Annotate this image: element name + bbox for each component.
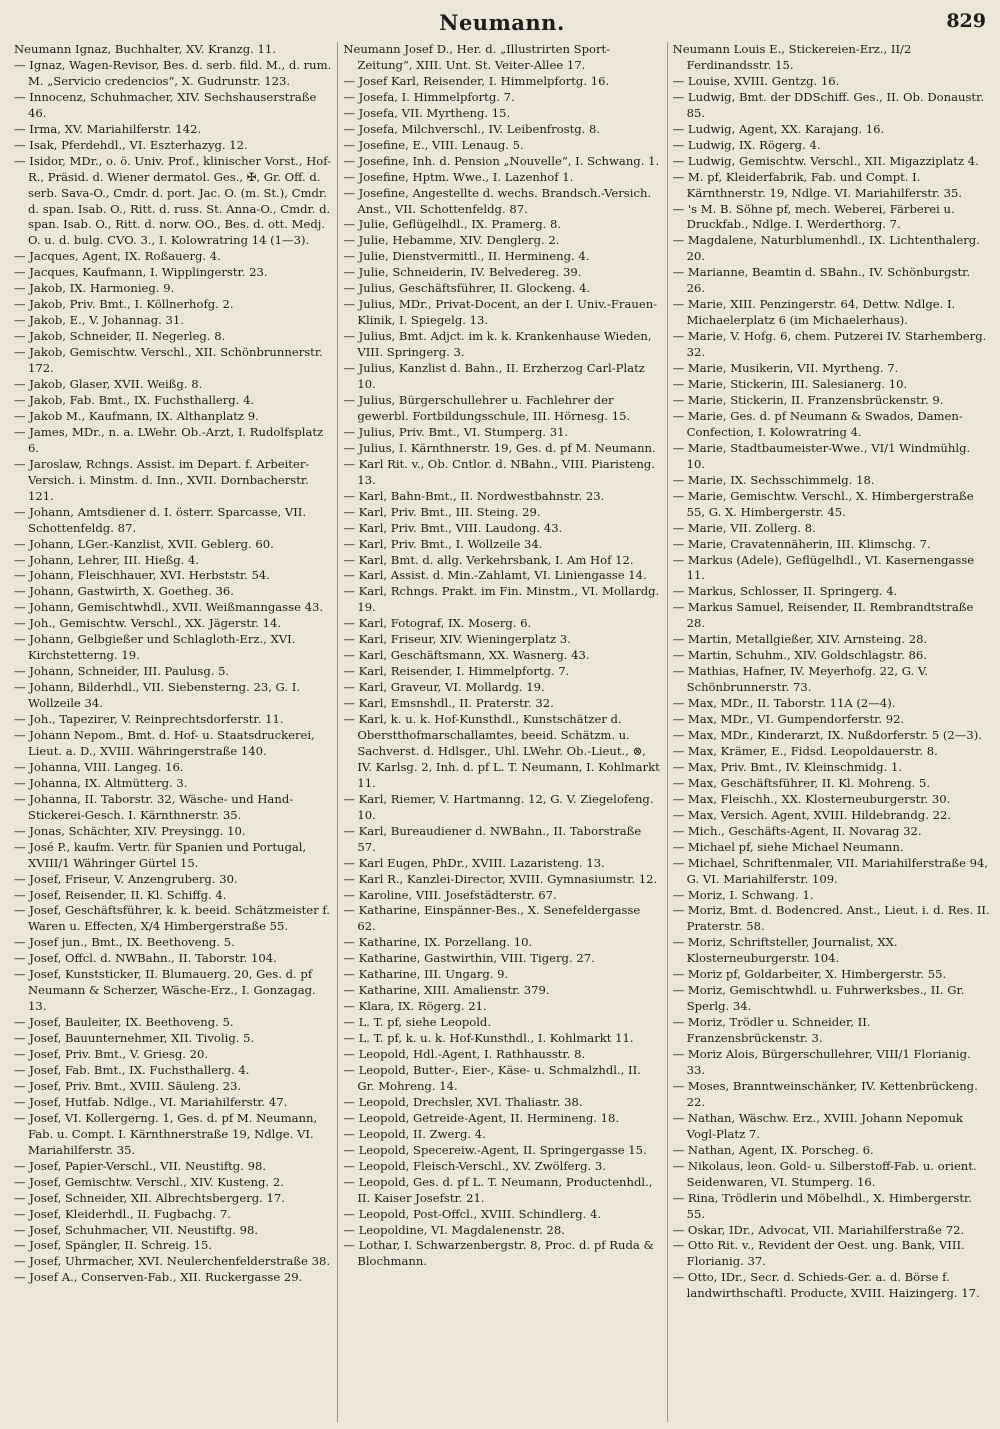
- directory-entry: — Jakob, Priv. Bmt., I. Köllnerhofg. 2.: [14, 297, 234, 312]
- directory-entry: — Josef, Geschäftsführer, k. k. beeid. Schätzmeister f. Waren u. Effecten, X/4 Himbergerstraße 55.: [14, 903, 330, 934]
- directory-entry: — Karl, Reisender, I. Himmelpfortg. 7.: [343, 664, 570, 679]
- directory-entry: — Karl, Geschäftsmann, XX. Wasnerg. 43.: [343, 648, 590, 663]
- directory-entry: — Marie, Gemischtw. Verschl., X. Himbergerstraße 55, G. X. Himbergerstr. 45.: [672, 488, 974, 519]
- directory-entry: — Josefine, E., VIII. Lenaug. 5.: [343, 137, 524, 152]
- directory-entry: — Karl, k. u. k. Hof-Kunsthdl., Kunstschätzer d. Oberstthofmarschallamtes, beeid. Schätzm. u. Sachverst. d. Hdlsger., Uhl. LWehr. Ob.-Lieut., ⊗, IV. Karlsg. 2, Inh. d. pf L. T. Neumann, I. Kohlmarkt 11.: [343, 712, 660, 790]
- directory-entry: — Moses, Branntweinschänker, IV. Kettenbrückeng. 22.: [672, 1078, 978, 1109]
- directory-entry: — Jakob M., Kaufmann, IX. Althanplatz 9.: [14, 408, 259, 423]
- directory-entry: — Moriz, Bmt. d. Bodencred. Anst., Lieut. i. d. Res. II. Praterstr. 58.: [672, 903, 990, 934]
- directory-entry: — 's M. B. Söhne pf, mech. Weberei, Färberei u. Druckfab., Ndlge. I. Werderthorg. 7.: [672, 201, 955, 232]
- directory-entry: — Josef, Schneider, XII. Albrechtsbergerg. 17.: [14, 1190, 285, 1205]
- directory-entry: — Ignaz, Wagen-Revisor, Bes. d. serb. fild. M., d. rum. M. „Servicio credencios“, X. Gudrunstr. 123.: [14, 57, 332, 88]
- directory-entry: — Markus (Adele), Geflügelhdl., VI. Kasernengasse 11.: [672, 552, 975, 583]
- directory-entry: — Marie, Stickerin, III. Salesianerg. 10.: [672, 377, 908, 392]
- directory-entry: — Markus, Schlosser, II. Springerg. 4.: [672, 584, 898, 599]
- directory-entry: — Katharine, XIII. Amalienstr. 379.: [343, 983, 550, 998]
- directory-entry: — Marie, V. Hofg. 6, chem. Putzerei IV. Starhemberg. 32.: [672, 329, 987, 360]
- directory-entry: — Julius, Kanzlist d. Bahn., II. Erzherzog Carl-Platz 10.: [343, 361, 645, 392]
- directory-entry: — Johann, Schneider, III. Paulusg. 5.: [14, 664, 230, 679]
- directory-entry: — Josef, Gemischtw. Verschl., XIV. Kusteng. 2.: [14, 1174, 284, 1189]
- directory-entry: — Jacques, Kaufmann, I. Wipplingerstr. 23.: [14, 265, 268, 280]
- directory-entry: — Josef, Bauunternehmer, XII. Tivolig. 5.: [14, 1031, 255, 1046]
- directory-entry: — Julius, MDr., Privat-Docent, an der I. Univ.-Frauen-Klinik, I. Spiegelg. 13.: [343, 297, 658, 328]
- directory-entry: — Moriz, Gemischtwhdl. u. Fuhrwerksbes., II. Gr. Sperlg. 34.: [672, 983, 965, 1014]
- directory-entry: — Josef, Friseur, V. Anzengruberg. 30.: [14, 871, 238, 886]
- directory-entry: — Marie, XIII. Penzingerstr. 64, Dettw. Ndlge. I. Michaelerplatz 6 (im Michaelerhaus).: [672, 297, 956, 328]
- directory-entry: — Jacques, Agent, IX. Roßauerg. 4.: [14, 249, 221, 264]
- directory-entry: — Josef, Uhrmacher, XVI. Neulerchenfelderstraße 38.: [14, 1254, 331, 1269]
- directory-entry: — Leopoldine, VI. Magdalenenstr. 28.: [343, 1222, 565, 1237]
- directory-entry: — Josef, Papier-Verschl., VII. Neustiftg. 98.: [14, 1158, 267, 1173]
- directory-entry: — Karl, Bahn-Bmt., II. Nordwestbahnstr. 23.: [343, 488, 605, 503]
- column-right: [667, 42, 990, 1422]
- column-lead-entry: Neumann Josef D., Her. d. „Illustrirten Sport-Zeitung“, XIII. Unt. St. Veiter-Allee 17.: [343, 42, 611, 72]
- directory-entry: — Max, Priv. Bmt., IV. Kleinschmidg. 1.: [672, 759, 903, 774]
- directory-entry: — Julius, Geschäftsführer, II. Glockeng. 4.: [343, 281, 591, 296]
- directory-entry: — Joh., Tapezirer, V. Reinprechtsdorferstr. 11.: [14, 712, 284, 727]
- directory-entry: — Leopold, Butter-, Eier-, Käse- u. Schmalzhdl., II. Gr. Mohreng. 14.: [343, 1063, 641, 1093]
- directory-entry: — Karl Eugen, PhDr., XVIII. Lazaristeng. 13.: [343, 855, 605, 870]
- directory-entry: — Johann, LGer.-Kanzlist, XVII. Geblerg. 60.: [14, 536, 274, 551]
- directory-entry: — Josef A., Conserven-Fab., XII. Ruckergasse 29.: [14, 1270, 303, 1285]
- directory-entry: — L. T. pf, siehe Leopold.: [343, 1015, 492, 1030]
- directory-entry: — Julius, I. Kärnthnerstr. 19, Ges. d. pf M. Neumann.: [343, 440, 656, 455]
- directory-entry: — Karl Rit. v., Ob. Cntlor. d. NBahn., VIII. Piaristeng. 13.: [343, 456, 655, 487]
- directory-entry: — Jakob, Glaser, XVII. Weißg. 8.: [14, 377, 203, 392]
- directory-entry: — Johann, Amtsdiener d. I. österr. Sparcasse, VII. Schottenfeldg. 87.: [14, 504, 307, 535]
- directory-entry: — Moriz, I. Schwang. 1.: [672, 887, 814, 902]
- page-number: 829: [946, 10, 986, 32]
- directory-entry: — Ludwig, IX. Rögerg. 4.: [672, 137, 821, 152]
- directory-entry: — Josefa, Milchverschl., IV. Leibenfrostg. 8.: [343, 121, 601, 136]
- directory-entry: — Karl, Bmt. d. allg. Verkehrsbank, I. Am Hof 12.: [343, 552, 634, 567]
- directory-entry: — Ludwig, Gemischtw. Verschl., XII. Migazziplatz 4.: [672, 153, 979, 168]
- directory-entry: — Isidor, MDr., o. ö. Univ. Prof., klinischer Vorst., Hof-R., Präsid. d. Wiener dermatol. Ges., ✠, Gr. Off. d. serb. Sava-O., Cmdr. d. port. Jac. O. (m. St.), Cmdr. d. span. Isab. O., Ritt. d. russ. St. Anna-O., Cmdr. d. span. Isab. O., Ritt. d. norw. OO., Bes. d. ott. Medj. O. u. d. bulg. CVO. 3., I. Kolowratring 14 (1—3).: [14, 153, 332, 248]
- directory-entry: — Karl, Bureaudiener d. NWBahn., II. Taborstraße 57.: [343, 823, 642, 854]
- directory-entry: — Karl, Rchngs. Prakt. im Fin. Minstm., VI. Mollardg. 19.: [343, 584, 660, 615]
- directory-entry: — Marie, IX. Sechsschimmelg. 18.: [672, 472, 875, 487]
- directory-entry: — Leopold, Drechsler, XVI. Thaliastr. 38.: [343, 1094, 583, 1109]
- directory-entry: — Katharine, Einspänner-Bes., X. Senefeldergasse 62.: [343, 903, 641, 934]
- directory-entry: — Josefa, I. Himmelpfortg. 7.: [343, 89, 515, 104]
- entry-columns: [14, 42, 990, 1422]
- directory-entry: — Moriz, Trödler u. Schneider, II. Franzensbrückenstr. 3.: [672, 1015, 871, 1046]
- directory-entry: — Josef, Kleiderhdl., II. Fugbachg. 7.: [14, 1206, 231, 1221]
- directory-entry: — Jakob, Schneider, II. Negerleg. 8.: [14, 329, 226, 344]
- directory-entry: — Johann Nepom., Bmt. d. Hof- u. Staatsdruckerei, Lieut. a. D., XVIII. Währingerstraße 140.: [14, 727, 315, 758]
- directory-entry: — Marie, Cravatennäherin, III. Klimschg. 7.: [672, 536, 931, 551]
- directory-entry: — Julius, Priv. Bmt., VI. Stumperg. 31.: [343, 424, 569, 439]
- directory-entry: — L. T. pf, k. u. k. Hof-Kunsthdl., I. Kohlmarkt 11.: [343, 1031, 634, 1046]
- directory-entry: — Josef, Priv. Bmt., XVIII. Säuleng. 23.: [14, 1078, 242, 1093]
- directory-entry: — Karl R., Kanzlei-Director, XVIII. Gymnasiumstr. 12.: [343, 871, 658, 886]
- directory-entry: — Oskar, IDr., Advocat, VII. Mariahilferstraße 72.: [672, 1222, 965, 1237]
- directory-entry: — Karoline, VIII. Josefstädterstr. 67.: [343, 887, 557, 902]
- directory-entry: — Julius, Bmt. Adjct. im k. k. Krankenhause Wieden, VIII. Springerg. 3.: [343, 329, 652, 360]
- directory-entry: — Nathan, Wäschw. Erz., XVIII. Johann Nepomuk Vogl-Platz 7.: [672, 1110, 963, 1141]
- directory-entry: — Mich., Geschäfts-Agent, II. Novarag 32.: [672, 823, 922, 838]
- directory-entry: — James, MDr., n. a. LWehr. Ob.-Arzt, I. Rudolfsplatz 6.: [14, 424, 324, 455]
- directory-entry: — Max, Geschäftsführer, II. Kl. Mohreng. 5.: [672, 775, 931, 790]
- directory-entry: — Josef, Bauleiter, IX. Beethoveng. 5.: [14, 1015, 234, 1030]
- directory-entry: — Magdalene, Naturblumenhdl., IX. Lichtenthalerg. 20.: [672, 233, 980, 264]
- directory-entry: — Josef, VI. Kollergerng. 1, Ges. d. pf M. Neumann, Fab. u. Compt. I. Kärnthnerstraße 19, Ndlge. VI. Mariahilferstr. 35.: [14, 1110, 318, 1157]
- directory-entry: — Karl, Priv. Bmt., VIII. Laudong. 43.: [343, 520, 563, 535]
- directory-entry: — Leopold, II. Zwerg. 4.: [343, 1126, 486, 1141]
- column-lead-entry: Neumann Ignaz, Buchhalter, XV. Kranzg. 11.: [14, 42, 276, 56]
- directory-entry: — Louise, XVIII. Gentzg. 16.: [672, 73, 840, 88]
- directory-entry: — Jakob, Fab. Bmt., IX. Fuchsthallerg. 4.: [14, 392, 255, 407]
- directory-entry: — Max, MDr., VI. Gumpendorferstr. 92.: [672, 712, 905, 727]
- directory-entry: — Martin, Schuhm., XIV. Goldschlagstr. 86.: [672, 648, 927, 663]
- directory-entry: — Johann, Gelbgießer und Schlagloth-Erz., XVI. Kirchstetterng. 19.: [14, 632, 296, 663]
- directory-entry: — Moriz, Schriftsteller, Journalist, XX. Klosterneuburgerstr. 104.: [672, 935, 898, 966]
- directory-entry: — Johann, Lehrer, III. Hießg. 4.: [14, 552, 200, 567]
- directory-entry: — Josefine, Hptm. Wwe., I. Lazenhof 1.: [343, 169, 574, 184]
- directory-entry: — Johanna, VIII. Langeg. 16.: [14, 759, 184, 774]
- directory-entry: — Katharine, III. Ungarg. 9.: [343, 967, 509, 982]
- directory-entry: — Martin, Metallgießer, XIV. Arnsteing. 28.: [672, 632, 928, 647]
- directory-entry: — Lothar, I. Schwarzenbergstr. 8, Proc. d. pf Ruda & Blochmann.: [343, 1238, 654, 1269]
- directory-entry: — Marie, Musikerin, VII. Myrtheng. 7.: [672, 361, 899, 376]
- directory-entry: — Karl, Riemer, V. Hartmanng. 12, G. V. Ziegelofeng. 10.: [343, 791, 654, 822]
- directory-entry: — Isak, Pferdehdl., VI. Eszterhazyg. 12.: [14, 137, 248, 152]
- directory-entry: — Leopold, Getreide-Agent, II. Hermineng. 18.: [343, 1110, 620, 1125]
- directory-entry: — Julie, Dienstvermittl., II. Hermineng. 4.: [343, 249, 590, 264]
- directory-entry: — Max, Fleischh., XX. Klosterneuburgerstr. 30.: [672, 791, 951, 806]
- directory-entry: — Ludwig, Agent, XX. Karajang. 16.: [672, 121, 885, 136]
- directory-entry: — Michael pf, siehe Michael Neumann.: [672, 839, 904, 854]
- directory-entry: — Johann, Gemischtwhdl., XVII. Weißmanngasse 43.: [14, 600, 324, 615]
- directory-entry: — Karl, Friseur, XIV. Wieningerplatz 3.: [343, 632, 571, 647]
- directory-entry: — Josefine, Angestellte d. wechs. Brandsch.-Versich. Anst., VII. Schottenfeldg. 87.: [343, 185, 652, 216]
- directory-entry: — Josefa, VII. Myrtheng. 15.: [343, 105, 511, 120]
- directory-entry: — Jonas, Schächter, XIV. Preysingg. 10.: [14, 823, 246, 838]
- directory-entry: — Josef, Reisender, II. Kl. Schiffg. 4.: [14, 887, 227, 902]
- directory-entry: — Johann, Gastwirth, X. Goetheg. 36.: [14, 584, 234, 599]
- directory-entry: — Karl, Fotograf, IX. Moserg. 6.: [343, 616, 532, 631]
- directory-entry: — Katharine, IX. Porzellang. 10.: [343, 935, 533, 950]
- directory-entry: — Karl, Assist. d. Min.-Zahlamt, VI. Liniengasse 14.: [343, 568, 647, 583]
- directory-entry: — Johann, Fleischhauer, XVI. Herbststr. 54.: [14, 568, 270, 583]
- directory-entry: — Marie, Stadtbaumeister-Wwe., VI/1 Windmühlg. 10.: [672, 440, 971, 471]
- page-header: [14, 8, 990, 42]
- directory-entry: — Karl, Emsnshdl., II. Praterstr. 32.: [343, 696, 554, 711]
- directory-entry: — Julius, Bürgerschullehrer u. Fachlehrer der gewerbl. Fortbildungsschule, III. Hörnesg. 15.: [343, 392, 631, 423]
- column-middle: [337, 42, 660, 1422]
- directory-entry: — Max, Krämer, E., Fidsd. Leopoldauerstr. 8.: [672, 743, 938, 758]
- directory-entry: — Ludwig, Bmt. der DDSchiff. Ges., II. Ob. Donaustr. 85.: [672, 89, 985, 120]
- directory-entry: — Marie, VII. Zollerg. 8.: [672, 520, 816, 535]
- directory-entry: — Josef Karl, Reisender, I. Himmelpfortg. 16.: [343, 73, 610, 88]
- directory-entry: — Max, MDr., II. Taborstr. 11A (2—4).: [672, 696, 896, 711]
- running-head: Neumann.: [439, 10, 565, 35]
- directory-entry: — Moriz Alois, Bürgerschullehrer, VIII/1 Florianig. 33.: [672, 1047, 971, 1077]
- directory-entry: — Rina, Trödlerin und Möbelhdl., X. Himbergerstr. 55.: [672, 1190, 972, 1221]
- directory-entry: — Irma, XV. Mariahilferstr. 142.: [14, 121, 202, 136]
- directory-entry: — Johann, Bilderhdl., VII. Siebensterng. 23, G. I. Wollzeile 34.: [14, 680, 301, 711]
- directory-entry: — Jaroslaw, Rchngs. Assist. im Depart. f. Arbeiter-Versich. i. Minstm. d. Inn., XVII. Dornbacherstr. 121.: [14, 456, 310, 503]
- directory-entry: — Julie, Geflügelhdl., IX. Pramerg. 8.: [343, 217, 562, 232]
- directory-entry: — Marie, Ges. d. pf Neumann & Swados, Damen-Confection, I. Kolowratring 4.: [672, 408, 963, 439]
- directory-entry: — Nikolaus, leon. Gold- u. Silberstoff-Fab. u. orient. Seidenwaren, VI. Stumperg. 16.: [672, 1158, 977, 1189]
- directory-entry: — Josef, Hutfab. Ndlge., VI. Mariahilferstr. 47.: [14, 1094, 288, 1109]
- directory-entry: — Nathan, Agent, IX. Porscheg. 6.: [672, 1142, 874, 1157]
- column-lead-entry: Neumann Louis E., Stickereien-Erz., II/2 Ferdinandsstr. 15.: [672, 42, 912, 72]
- directory-entry: — Joh., Gemischtw. Verschl., XX. Jägerstr. 14.: [14, 616, 282, 631]
- directory-entry: — M. pf, Kleiderfabrik, Fab. und Compt. I. Kärnthnerstr. 19, Ndlge. VI. Mariahilferstr. 35.: [672, 169, 963, 200]
- directory-entry: — Leopold, Hdl.-Agent, I. Rathhausstr. 8.: [343, 1047, 586, 1062]
- column-left: [14, 42, 331, 1422]
- directory-entry: — Klara, IX. Rögerg. 21.: [343, 999, 487, 1014]
- directory-entry: — Johanna, II. Taborstr. 32, Wäsche- und Hand-Stickerei-Gesch. I. Kärnthnerstr. 35.: [14, 791, 294, 822]
- directory-entry: — Karl, Priv. Bmt., III. Steing. 29.: [343, 504, 541, 519]
- directory-entry: — José P., kaufm. Vertr. für Spanien und Portugal, XVIII/1 Währinger Gürtel 15.: [14, 839, 307, 870]
- directory-entry: — Josef, Schuhmacher, VII. Neustiftg. 98.: [14, 1222, 259, 1237]
- directory-entry: — Julie, Schneiderin, IV. Belvedereg. 39.: [343, 265, 582, 280]
- directory-entry: — Karl, Priv. Bmt., I. Wollzeile 34.: [343, 536, 543, 551]
- directory-entry: — Jakob, E., V. Johannag. 31.: [14, 313, 184, 328]
- directory-entry: — Jakob, Gemischtw. Verschl., XII. Schönbrunnerstr. 172.: [14, 345, 323, 376]
- directory-entry: — Otto, IDr., Secr. d. Schieds-Ger. a. d. Börse f. landwirthschaftl. Producte, XVIII. Haizingerg. 17.: [672, 1270, 980, 1301]
- directory-entry: — Karl, Graveur, VI. Mollardg. 19.: [343, 680, 545, 695]
- directory-entry: — Jakob, IX. Harmonieg. 9.: [14, 281, 175, 296]
- directory-entry: — Markus Samuel, Reisender, II. Rembrandtstraße 28.: [672, 600, 974, 631]
- directory-entry: — Leopold, Ges. d. pf L. T. Neumann, Productenhdl., II. Kaiser Josefstr. 21.: [343, 1174, 653, 1205]
- directory-entry: — Otto Rit. v., Revident der Oest. ung. Bank, VIII. Florianig. 37.: [672, 1238, 965, 1269]
- directory-entry: — Leopold, Post-Offcl., XVIII. Schindlerg. 4.: [343, 1206, 602, 1221]
- directory-entry: — Josef, Fab. Bmt., IX. Fuchsthallerg. 4.: [14, 1063, 250, 1077]
- directory-entry: — Mathias, Hafner, IV. Meyerhofg. 22, G. V. Schönbrunnerstr. 73.: [672, 664, 928, 695]
- directory-entry: — Michael, Schriftenmaler, VII. Mariahilferstraße 94, G. VI. Mariahilferstr. 109.: [672, 855, 989, 886]
- directory-entry: — Johanna, IX. Altmütterg. 3.: [14, 775, 188, 790]
- directory-entry: — Max, Versich. Agent, XVIII. Hildebrandg. 22.: [672, 807, 952, 822]
- directory-entry: — Julie, Hebamme, XIV. Denglerg. 2.: [343, 233, 560, 248]
- directory-entry: — Josef, Spängler, II. Schreig. 15.: [14, 1238, 213, 1253]
- directory-entry: — Josef jun., Bmt., IX. Beethoveng. 5.: [14, 935, 235, 950]
- directory-entry: — Max, MDr., Kinderarzt, IX. Nußdorferstr. 5 (2—3).: [672, 727, 982, 742]
- directory-entry: — Marianne, Beamtin d. SBahn., IV. Schönburgstr. 26.: [672, 265, 971, 296]
- directory-entry: — Leopold, Specereiw.-Agent, II. Springergasse 15.: [343, 1142, 647, 1157]
- directory-entry: — Josef, Kunststicker, II. Blumauerg. 20, Ges. d. pf Neumann & Scherzer, Wäsche-Erz., I. Gonzagag. 13.: [14, 967, 316, 1014]
- directory-entry: — Innocenz, Schuhmacher, XIV. Sechshauserstraße 46.: [14, 89, 317, 120]
- directory-entry: — Katharine, Gastwirthin, VIII. Tigerg. 27.: [343, 951, 595, 966]
- directory-entry: — Moriz pf, Goldarbeiter, X. Himbergerstr. 55.: [672, 967, 947, 982]
- directory-entry: — Josef, Offcl. d. NWBahn., II. Taborstr. 104.: [14, 951, 277, 966]
- directory-entry: — Josefine, Inh. d. Pension „Nouvelle“, I. Schwang. 1.: [343, 153, 660, 168]
- directory-entry: — Leopold, Fleisch-Verschl., XV. Zwölferg. 3.: [343, 1158, 606, 1173]
- directory-entry: — Marie, Stickerin, II. Franzensbrückenstr. 9.: [672, 392, 944, 407]
- directory-entry: — Josef, Priv. Bmt., V. Griesg. 20.: [14, 1047, 209, 1062]
